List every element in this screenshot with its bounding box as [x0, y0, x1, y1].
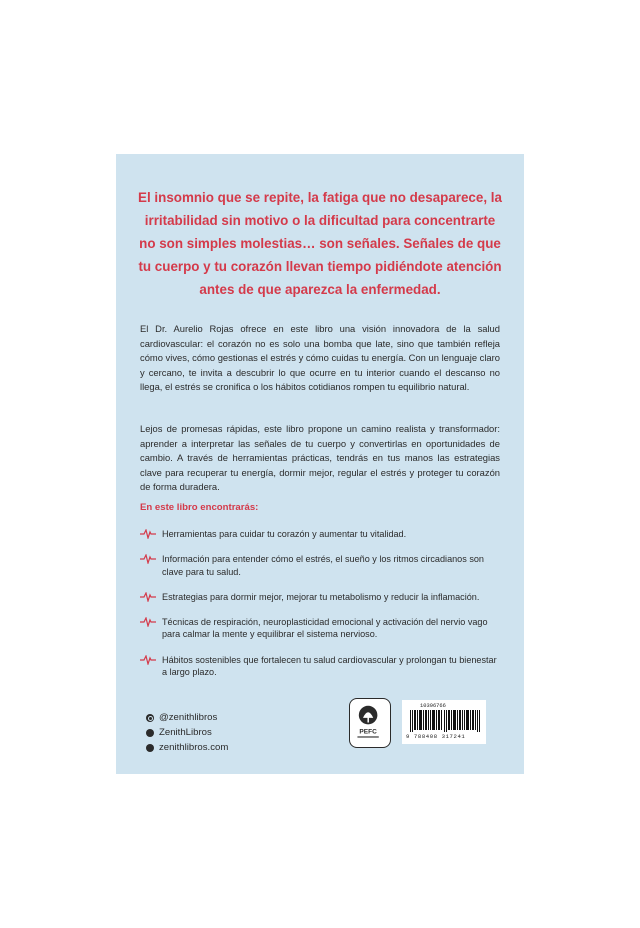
description-paragraph-2: Lejos de promesas rápidas, este libro propone un camino realista y transformador: aprender a interpretar las señales de tu cuerpo y convertirlas en oportunidades de cambio. A través de herramientas prácticas, tendrás en tus manos las estrategias clave para recuperar tu energía, dormir mejor, regular el estrés y proteger tu corazón de forma duradera.	[140, 423, 500, 493]
social-website[interactable]	[146, 740, 228, 755]
social-instagram[interactable]	[146, 710, 228, 725]
heartbeat-icon	[140, 554, 156, 564]
feature-item	[140, 591, 500, 604]
social-facebook[interactable]	[146, 725, 228, 740]
barcode	[402, 700, 486, 744]
web-icon	[146, 744, 154, 752]
feature-text: Técnicas de respiración, neuroplasticidad emocional y activación del nervio vago para calmar la mente y equilibrar el sistema nervioso.	[162, 616, 488, 640]
feature-text: Hábitos sostenibles que fortalecen tu salud cardiovascular y prolongan tu bienestar a largo plazo.	[162, 654, 497, 678]
description-paragraph-1: El Dr. Aurelio Rojas ofrece en este libro una visión innovadora de la salud cardiovascular: el corazón no es solo una bomba que late, sino que también refleja cómo vives, cómo gestionas el estrés y cómo cuidas tu energía. Con un lenguaje claro y cercano, te invita a descubrir lo que ocurre en tu interior cuando el descanso no llega, el estrés se cronifica o los hábitos cotidianos rompen tu equilibrio natural.	[140, 323, 500, 393]
heartbeat-icon	[140, 617, 156, 627]
features-list	[140, 528, 500, 691]
feature-item	[140, 553, 500, 578]
feature-item	[140, 616, 500, 641]
instagram-icon	[146, 714, 154, 722]
feature-text: Información para entender cómo el estrés, el sueño y los ritmos circadianos son clave para tu salud.	[162, 554, 484, 577]
heartbeat-icon	[140, 529, 156, 539]
isbn-number: 9 788408 317241	[406, 733, 466, 740]
heartbeat-icon	[140, 592, 156, 602]
feature-text: Estrategias para dormir mejor, mejorar tu metabolismo y reducir la inflamación.	[162, 591, 480, 602]
feature-text: Herramientas para cuidar tu corazón y aumentar tu vitalidad.	[162, 529, 407, 539]
social-text: ZenithLibros	[159, 727, 212, 738]
pefc-label: PEFC	[359, 728, 377, 736]
pefc-tree-icon	[350, 699, 389, 746]
facebook-icon	[146, 729, 154, 737]
tagline: El insomnio que se repite, la fatiga que no desaparece, la irritabilidad sin motivo o la dificultad para concentrarte no son simples molestias… son señales. Señales de que tu cuerpo y tu corazón llevan tiempo pidiéndote atención antes de que aparezca la enfermedad.	[138, 190, 502, 297]
feature-item	[140, 654, 500, 679]
heartbeat-icon	[140, 655, 156, 665]
barcode-top-number: 10396766	[420, 703, 446, 709]
social-text: @zenithlibros	[159, 712, 218, 723]
social-text: zenithlibros.com	[159, 742, 229, 753]
barcode-bars	[410, 710, 480, 732]
pefc-logo	[349, 698, 391, 748]
features-title: En este libro encontrarás:	[140, 502, 259, 513]
feature-item	[140, 528, 500, 541]
social-links	[146, 710, 228, 755]
back-cover	[116, 154, 524, 774]
